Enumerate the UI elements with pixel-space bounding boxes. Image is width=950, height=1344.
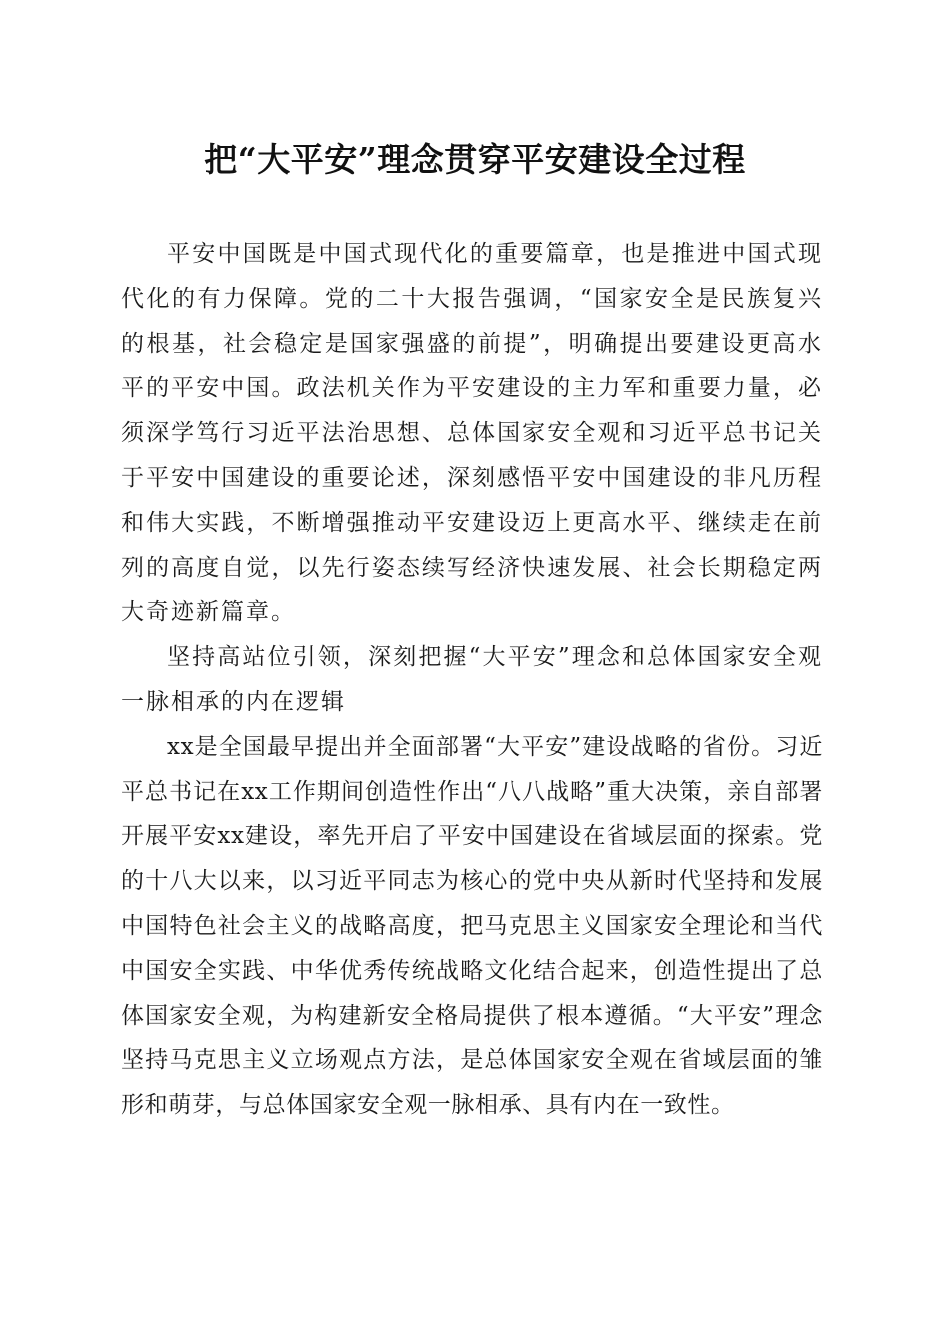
- paragraph-heading: 坚持高站位引领，深刻把握“大平安”理念和总体国家安全观一脉相承的内在逻辑: [121, 644, 823, 715]
- paragraph-main: xx是全国最早提出并全面部署“大平安”建设战略的省份。习近平总书记在xx工作期间创造性作出“八八战略”重大决策，亲自部署开展平安xx建设，率先开启了平安中国建设在省域层面的探索。党的十八大以来，以习近平同志为核心的党中央从新时代坚持和发展中国特色社会主义的战略高度，把马克思主义国家安全理论和当代中国安全实践、中华优秀传统战略文化结合起来，创造性提出了总体国家安全观，为构建新安全格局提供了根本遵循。“大平安”理念坚持马克思主义立场观点方法，是总体国家安全观在省域层面的雏形和萌芽，与总体国家安全观一脉相承、具有内在一致性。: [121, 733, 823, 1119]
- paragraph-intro: 平安中国既是中国式现代化的重要篇章，也是推进中国式现代化的有力保障。党的二十大报告强调，“国家安全是民族复兴的根基，社会稳定是国家强盛的前提”，明确提出要建设更高水平的平安中国。政法机关作为平安建设的主力军和重要力量，必须深学笃行习近平法治思想、总体国家安全观和习近平总书记关于平安中国建设的重要论述，深刻感悟平安中国建设的非凡历程和伟大实践，不断增强推动平安建设迈上更高水平、继续走在前列的高度自觉，以先行姿态续写经济快速发展、社会长期稳定两大奇迹新篇章。: [121, 241, 823, 626]
- document-title: 把“大平安”理念贯穿平安建设全过程: [204, 140, 746, 179]
- document-body: [121, 232, 823, 1128]
